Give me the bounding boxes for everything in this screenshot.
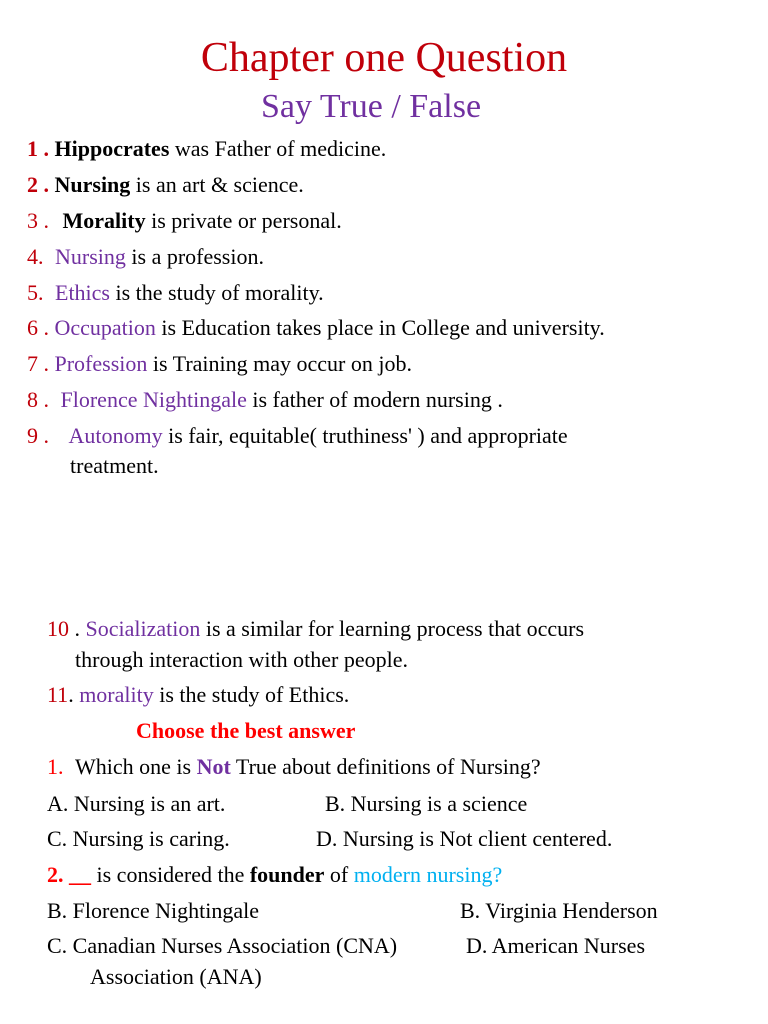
tf-item-6: [27, 313, 605, 343]
item-term: Nursing: [55, 244, 126, 269]
item-term: Hippocrates: [54, 136, 170, 161]
item-number: 9 .: [27, 423, 49, 448]
item-term: Autonomy: [68, 423, 163, 448]
item-number: 3 .: [27, 208, 49, 233]
item-text: is an art & science.: [130, 172, 304, 197]
item-number: 8 .: [27, 387, 49, 412]
item-text: is a similar for learning process that occurs: [200, 616, 585, 641]
tf-item-9-continuation: treatment.: [70, 453, 159, 478]
question-emphasis: founder: [249, 862, 325, 887]
tf-item-5: [27, 278, 324, 308]
tf-item-10: [47, 614, 584, 644]
tf-item-2: [27, 170, 304, 200]
item-text: is Training may occur on job.: [147, 351, 412, 376]
section-heading: Choose the best answer: [136, 718, 356, 743]
option-d: D. Nursing is Not client centered.: [316, 826, 613, 851]
item-term: Occupation: [54, 315, 156, 340]
item-text: is a profession.: [125, 244, 264, 269]
item-term: Nursing: [54, 172, 131, 197]
item-text: is father of modern nursing .: [246, 387, 503, 412]
question-number: 1.: [47, 754, 64, 779]
tf-item-3: [27, 206, 342, 236]
tf-item-11: [47, 680, 349, 710]
item-separator: .: [69, 616, 86, 641]
item-number: 7 .: [27, 351, 49, 376]
question-text: is considered the: [91, 862, 250, 887]
item-term: morality: [79, 682, 154, 707]
question-text-mid: of: [324, 862, 354, 887]
item-number: 10: [47, 616, 69, 641]
question-emphasis: Not: [196, 754, 231, 779]
item-number: 1 .: [27, 136, 49, 161]
tf-item-8: [27, 385, 503, 415]
item-term: Florence Nightingale: [60, 387, 247, 412]
option-a: B. Florence Nightingale: [47, 898, 260, 923]
tf-item-7: [27, 349, 412, 379]
question-number: 2. __: [47, 862, 91, 887]
page-title: Chapter one Question: [200, 35, 568, 81]
tf-item-9: [27, 421, 568, 451]
item-number: 11: [47, 682, 69, 707]
option-c: C. Nursing is caring.: [47, 826, 230, 851]
item-text: is the study of morality.: [110, 280, 324, 305]
item-number: 5.: [27, 280, 44, 305]
option-a: A. Nursing is an art.: [47, 791, 226, 816]
item-number: 6 .: [27, 315, 49, 340]
item-term: Ethics: [55, 280, 110, 305]
item-text: is the study of Ethics.: [153, 682, 350, 707]
item-term: Socialization: [85, 616, 201, 641]
item-separator: .: [68, 682, 80, 707]
item-term: Profession: [54, 351, 148, 376]
tf-item-1: [27, 134, 386, 164]
item-number: 4.: [27, 244, 44, 269]
option-d-continuation: Association (ANA): [90, 964, 262, 989]
option-b: B. Nursing is a science: [325, 791, 528, 816]
item-text: is fair, equitable( truthiness' ) and appropriate: [162, 423, 568, 448]
item-number: 2 .: [27, 172, 49, 197]
tf-item-10-continuation: through interaction with other people.: [75, 647, 408, 672]
tf-item-4: [27, 242, 264, 272]
option-c: C. Canadian Nurses Association (CNA): [47, 933, 398, 958]
mcq-question-1: [47, 752, 541, 782]
item-text: was Father of medicine.: [169, 136, 387, 161]
mcq-question-2: [47, 860, 502, 890]
option-b: B. Virginia Henderson: [460, 898, 658, 923]
option-d: D. American Nurses: [466, 933, 646, 958]
question-text-highlight: modern nursing?: [353, 862, 503, 887]
item-text: is Education takes place in College and university.: [155, 315, 605, 340]
page-subtitle: Say True / False: [260, 88, 482, 125]
item-term: Morality: [62, 208, 146, 233]
question-text-end: True about definitions of Nursing?: [230, 754, 541, 779]
question-text: Which one is: [75, 754, 197, 779]
item-text: is private or personal.: [145, 208, 342, 233]
